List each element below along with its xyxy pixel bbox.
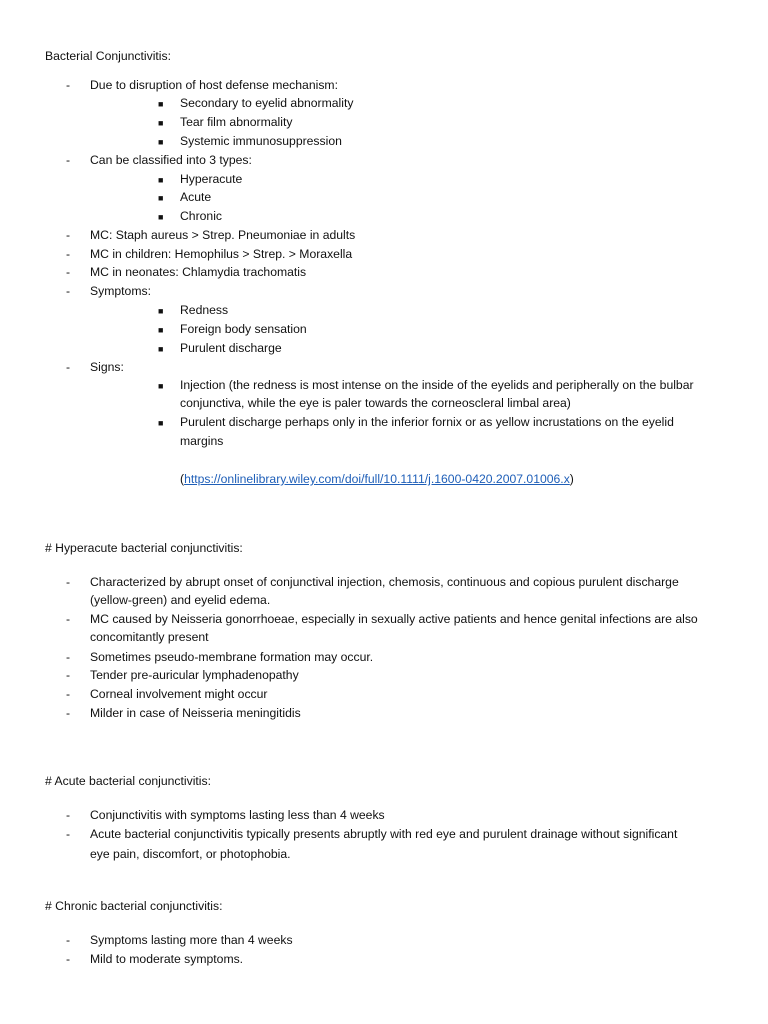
dash-bullet: - [66, 247, 71, 261]
bullet-mc-adults: MC: Staph aureus > Strep. Pneumoniae in adults [90, 228, 356, 242]
sub-bullet: Systemic immunosuppression [180, 134, 342, 148]
bullet-symptoms: Symptoms: [90, 284, 151, 298]
reference-link[interactable]: https://onlinelibrary.wiley.com/doi/full/10.1111/j.1600-0420.2007.01006.x [184, 472, 570, 486]
square-bullet: ■ [158, 381, 164, 391]
sub-bullet-line: Purulent discharge perhaps only in the inferior fornix or as yellow incrustations on the eyelid [180, 415, 674, 429]
bullet-host-defense: Due to disruption of host defense mechanism: [90, 78, 338, 92]
bullet-signs: Signs: [90, 360, 124, 374]
dash-bullet: - [66, 706, 71, 720]
square-bullet: ■ [158, 175, 164, 185]
bullet-line: Symptoms lasting more than 4 weeks [90, 933, 293, 947]
sub-bullet: Purulent discharge [180, 341, 282, 355]
bullet-line: Mild to moderate symptoms. [90, 952, 244, 966]
bullet-line: Characterized by abrupt onset of conjunctival injection, chemosis, continuous and copious purulent discharge [90, 575, 679, 589]
dash-bullet: - [66, 650, 71, 664]
section-heading-chronic: # Chronic bacterial conjunctivitis: [45, 899, 223, 913]
section-heading-acute: # Acute bacterial conjunctivitis: [45, 774, 211, 788]
sub-bullet-line: conjunctiva, while the eye is paler towards the corneoscleral limbal area) [180, 396, 571, 410]
square-bullet: ■ [158, 344, 164, 354]
section-heading-hyperacute: # Hyperacute bacterial conjunctivitis: [45, 541, 243, 555]
bullet-mc-neonates: MC in neonates: Chlamydia trachomatis [90, 265, 307, 279]
bullet-line: Conjunctivitis with symptoms lasting less than 4 weeks [90, 808, 385, 822]
square-bullet: ■ [158, 193, 164, 203]
square-bullet: ■ [158, 418, 164, 428]
bullet-line: concomitantly present [90, 630, 209, 644]
sub-bullet: Foreign body sensation [180, 322, 307, 336]
dash-bullet: - [66, 687, 71, 701]
bullet-mc-children: MC in children: Hemophilus > Strep. > Moraxella [90, 247, 353, 261]
sub-bullet-line: margins [180, 434, 224, 448]
bullet-line: Sometimes pseudo-membrane formation may occur. [90, 650, 374, 664]
square-bullet: ■ [158, 118, 164, 128]
sub-bullet: Tear film abnormality [180, 115, 293, 129]
dash-bullet: - [66, 575, 71, 589]
sub-bullet: Hyperacute [180, 172, 243, 186]
dash-bullet: - [66, 153, 71, 167]
sub-bullet: Redness [180, 303, 229, 317]
dash-bullet: - [66, 808, 71, 822]
bullet-line: Tender pre-auricular lymphadenopathy [90, 668, 299, 682]
sub-bullet: Chronic [180, 209, 222, 223]
dash-bullet: - [66, 360, 71, 374]
sub-bullet: Acute [180, 190, 212, 204]
bullet-types: Can be classified into 3 types: [90, 153, 252, 167]
bullet-line: eye pain, discomfort, or photophobia. [90, 847, 291, 861]
square-bullet: ■ [158, 306, 164, 316]
bullet-line: Acute bacterial conjunctivitis typically presents abruptly with red eye and purulent drainage without significant [90, 827, 678, 841]
square-bullet: ■ [158, 99, 164, 109]
dash-bullet: - [66, 952, 71, 966]
dash-bullet: - [66, 284, 71, 298]
ref-close-paren: ) [569, 472, 574, 486]
bullet-line: (yellow-green) and eyelid edema. [90, 593, 271, 607]
bullet-line: MC caused by Neisseria gonorrhoeae, especially in sexually active patients and hence genital infections are also [90, 612, 698, 626]
dash-bullet: - [66, 933, 71, 947]
dash-bullet: - [66, 228, 71, 242]
dash-bullet: - [66, 265, 71, 279]
reference-line [180, 471, 574, 487]
bullet-line: Milder in case of Neisseria meningitidis [90, 706, 301, 720]
dash-bullet: - [66, 78, 71, 92]
square-bullet: ■ [158, 212, 164, 222]
sub-bullet-line: Injection (the redness is most intense on the inside of the eyelids and peripherally on the bulbar [180, 378, 694, 392]
sub-bullet: Secondary to eyelid abnormality [180, 96, 354, 110]
dash-bullet: - [66, 612, 71, 626]
ref-open-paren: ( [180, 472, 185, 486]
square-bullet: ■ [158, 137, 164, 147]
square-bullet: ■ [158, 325, 164, 335]
page-title: Bacterial Conjunctivitis: [45, 49, 171, 63]
bullet-line: Corneal involvement might occur [90, 687, 268, 701]
dash-bullet: - [66, 827, 71, 841]
dash-bullet: - [66, 668, 71, 682]
